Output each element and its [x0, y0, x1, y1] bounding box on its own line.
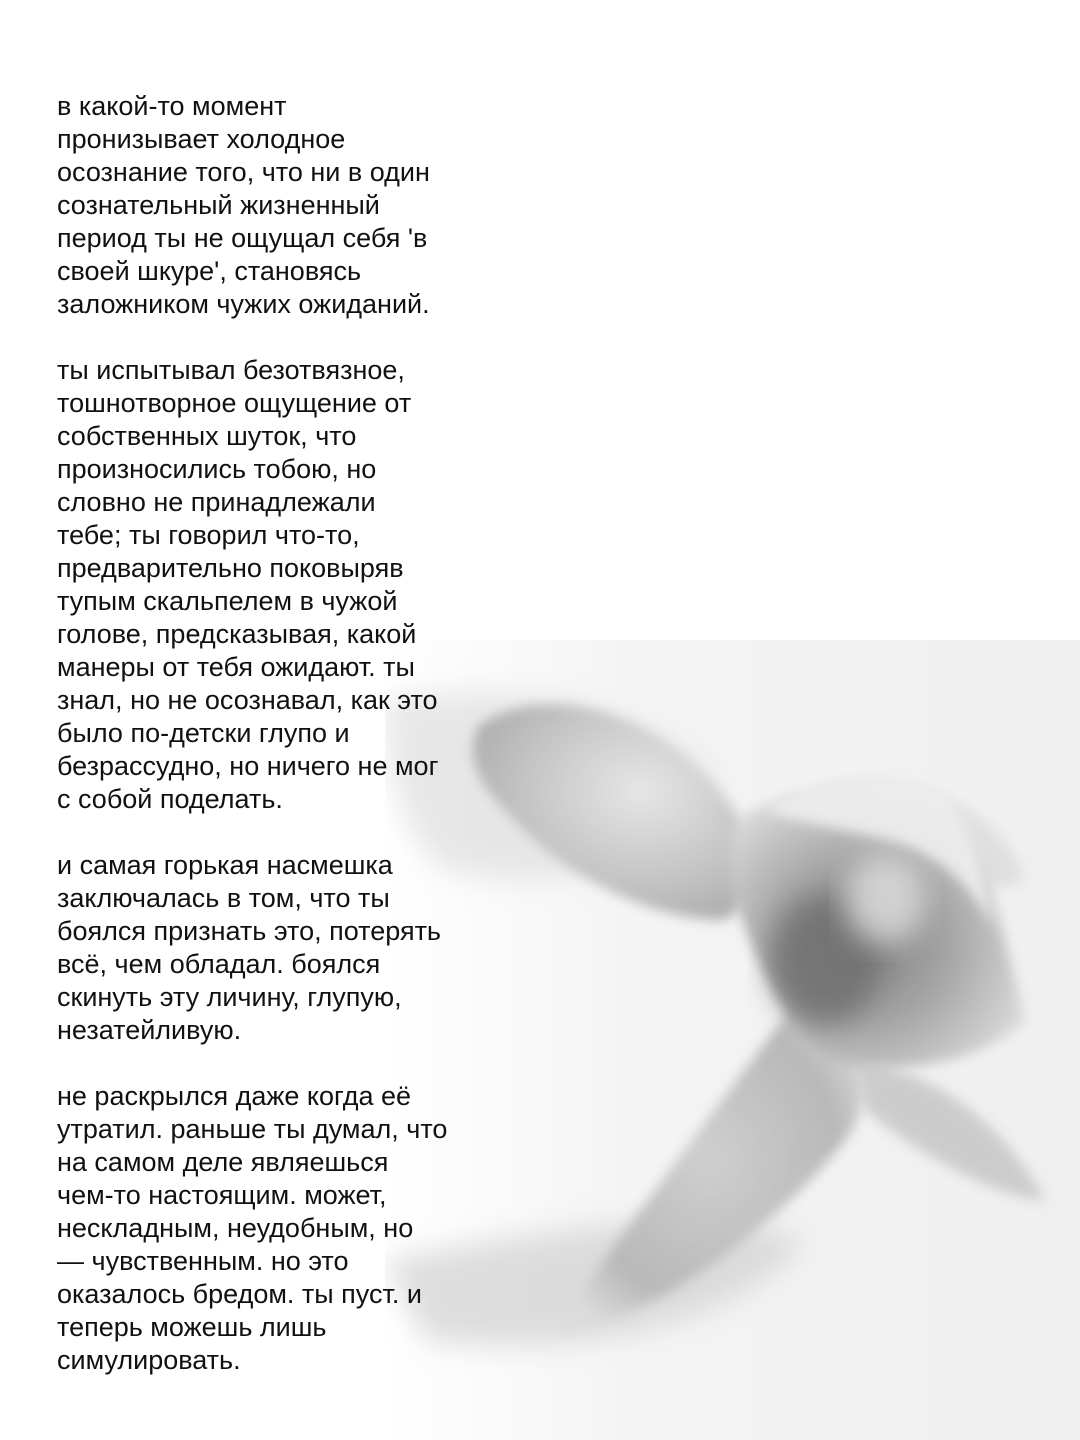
text-line: тошнотворное ощущение от	[57, 388, 412, 418]
text-line: было по-детски глупо и	[57, 718, 350, 748]
text-line: тупым скальпелем в чужой	[57, 586, 398, 616]
text-line: на самом деле являешься	[57, 1147, 389, 1177]
text-line: осознание того, что ни в один	[57, 157, 430, 187]
poem-text	[57, 90, 497, 1410]
text-line: голове, предсказывая, какой	[57, 619, 417, 649]
paragraph-1	[57, 90, 497, 321]
text-line: знал, но не осознавал, как это	[57, 685, 438, 715]
text-line: — чувственным. но это	[57, 1246, 349, 1276]
text-line: манеры от тебя ожидают. ты	[57, 652, 415, 682]
paragraph-4	[57, 1080, 497, 1377]
text-line: произносились тобою, но	[57, 454, 377, 484]
text-line: тебе; ты говорил что-то,	[57, 520, 360, 550]
text-line: не раскрылся даже когда её	[57, 1081, 411, 1111]
text-line: период ты не ощущал себя 'в	[57, 223, 428, 253]
text-line: нескладным, неудобным, но	[57, 1213, 414, 1243]
text-line: заключалась в том, что ты	[57, 883, 390, 913]
text-line: всё, чем обладал. боялся	[57, 949, 381, 979]
text-line: и самая горькая насмешка	[57, 850, 393, 880]
text-line: своей шкуре', становясь	[57, 256, 362, 286]
text-line: собственных шуток, что	[57, 421, 357, 451]
text-line: пронизывает холодное	[57, 124, 346, 154]
text-line: незатейливую.	[57, 1015, 242, 1045]
text-line: в какой-то момент	[57, 91, 287, 121]
text-line: с собой поделать.	[57, 784, 283, 814]
text-line: чем-то настоящим. может,	[57, 1180, 387, 1210]
text-line: безрассудно, но ничего не мог	[57, 751, 439, 781]
text-line: боялся признать это, потерять	[57, 916, 441, 946]
text-line: утратил. раньше ты думал, что	[57, 1114, 448, 1144]
text-line: предварительно поковыряв	[57, 553, 404, 583]
text-line: оказалось бредом. ты пуст. и	[57, 1279, 422, 1309]
text-line: сознательный жизненный	[57, 190, 380, 220]
text-line: ты испытывал безотвязное,	[57, 355, 405, 385]
text-line: скинуть эту личину, глупую,	[57, 982, 402, 1012]
text-line: теперь можешь лишь	[57, 1312, 327, 1342]
text-line: симулировать.	[57, 1345, 241, 1375]
text-line: заложником чужих ожиданий.	[57, 289, 430, 319]
text-line: словно не принадлежали	[57, 487, 376, 517]
paragraph-2	[57, 354, 497, 816]
paragraph-3	[57, 849, 497, 1047]
